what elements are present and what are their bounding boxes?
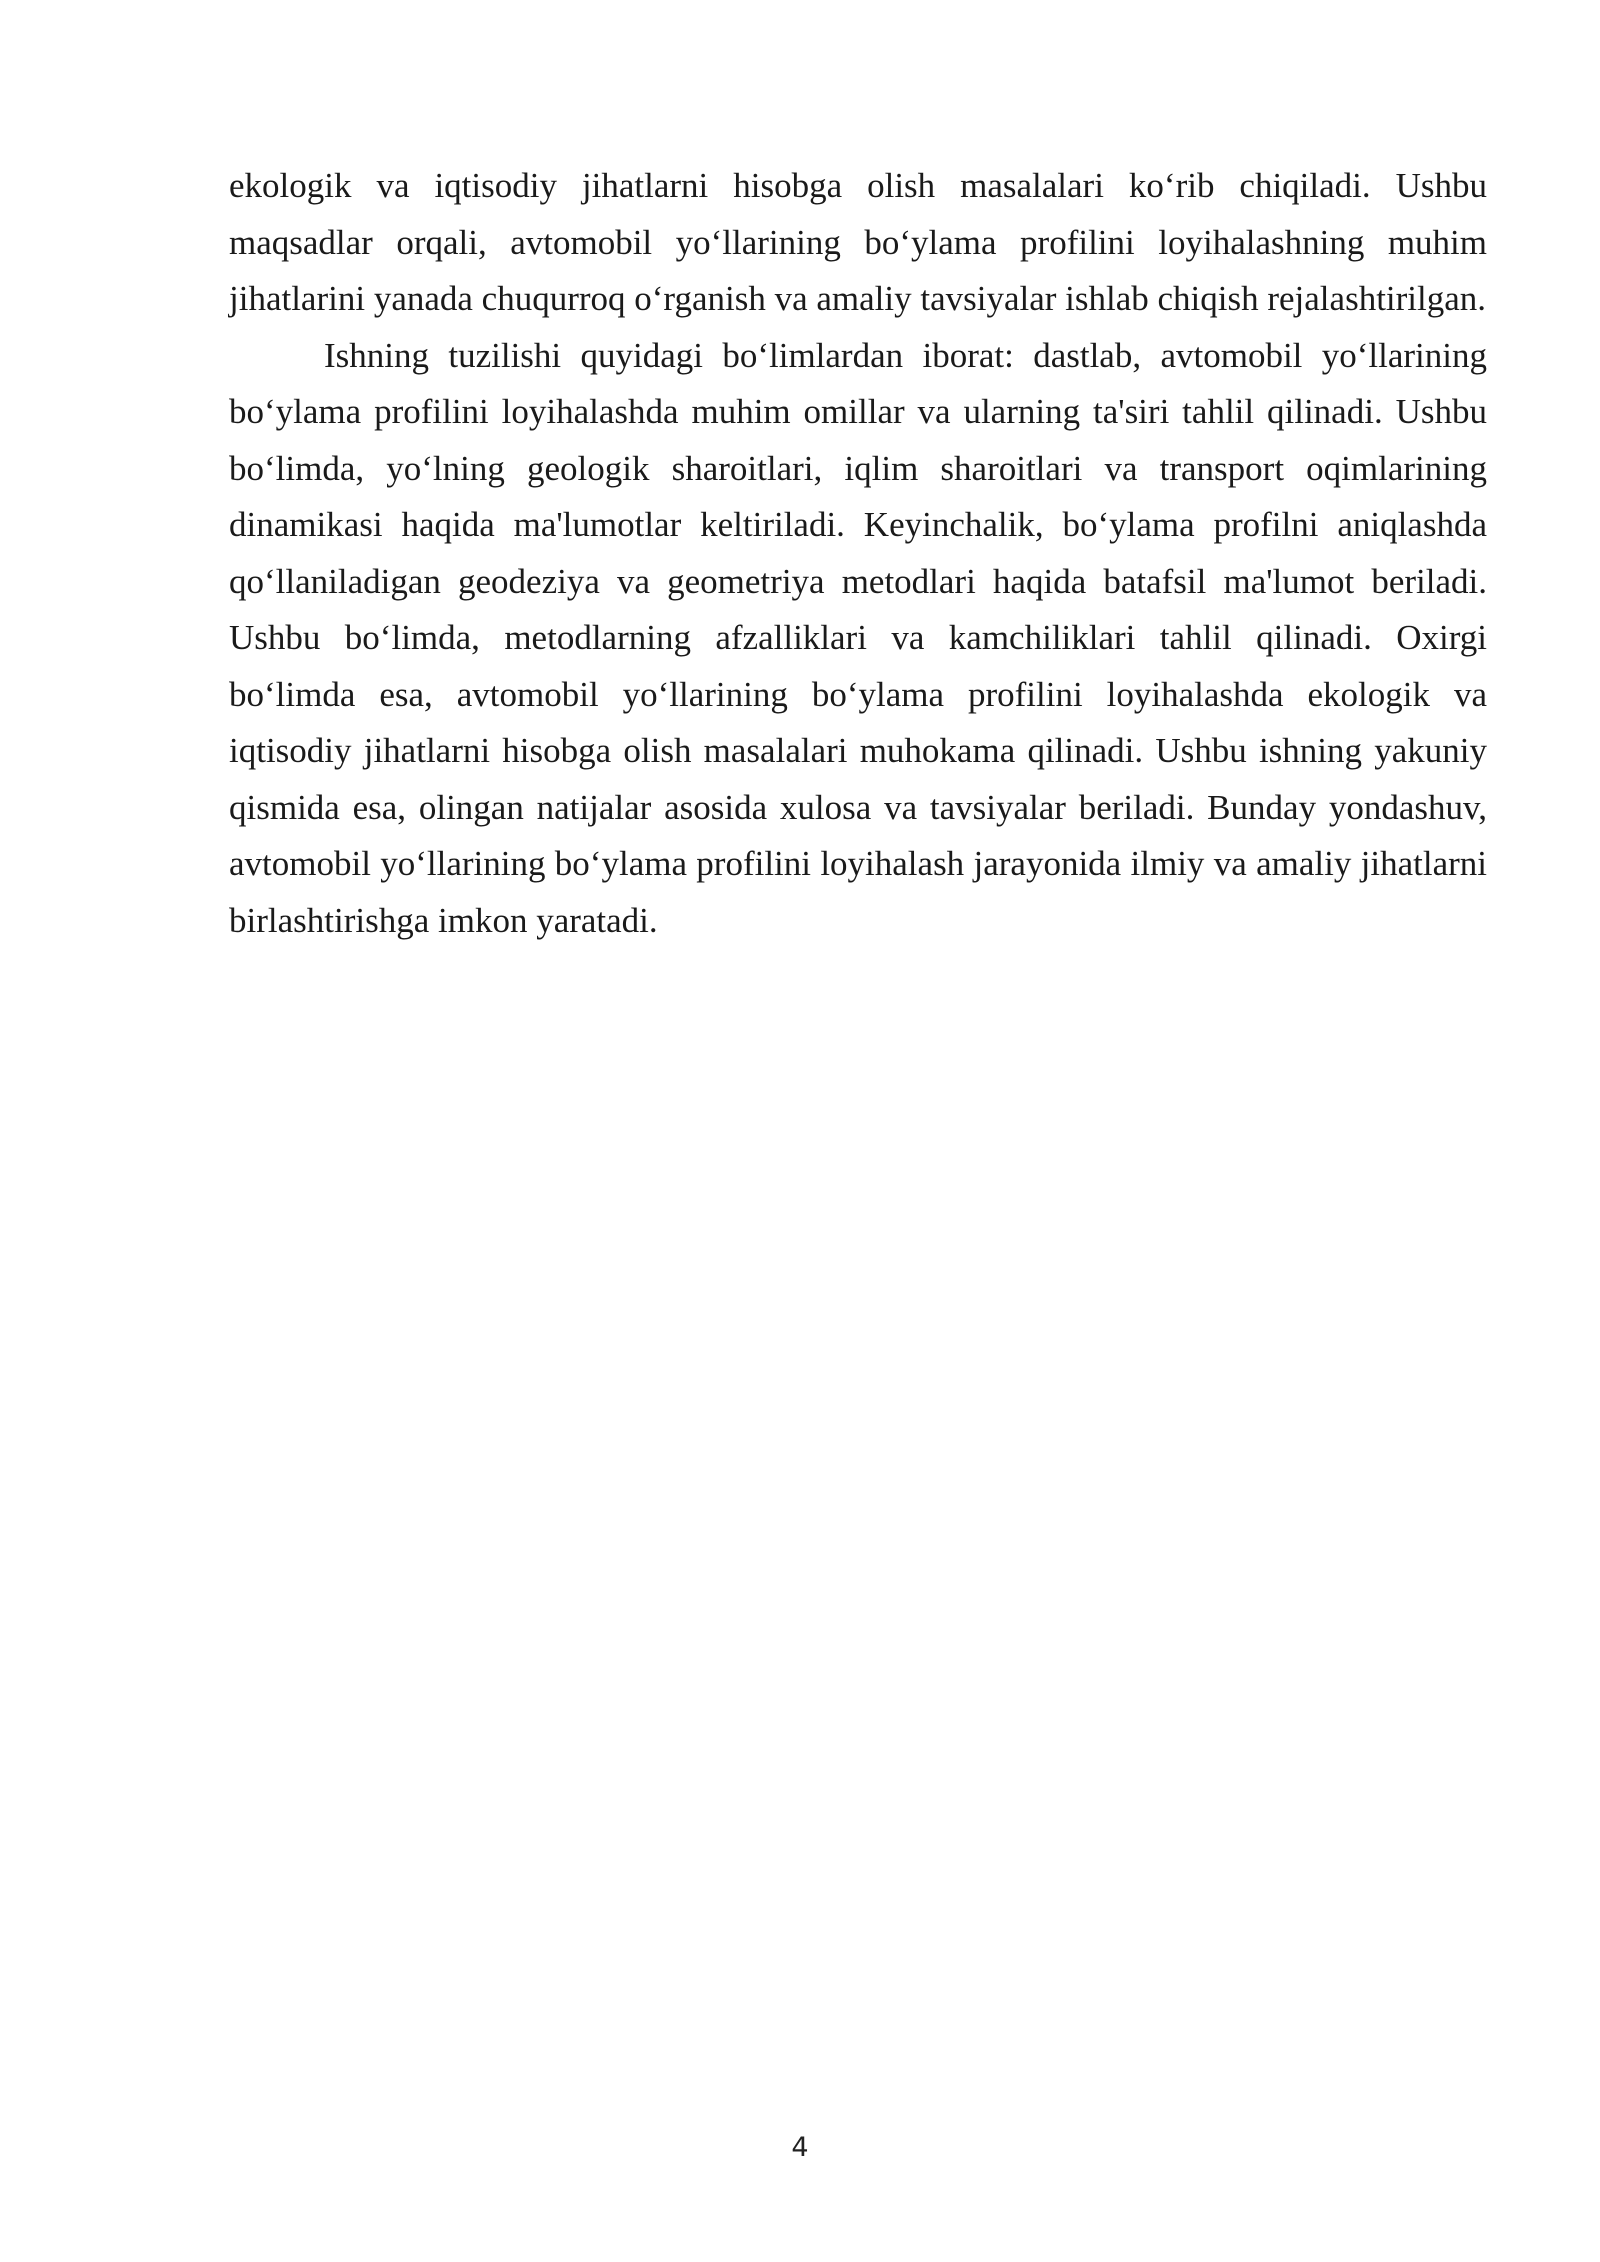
page-number: 4 [791, 2132, 809, 2163]
body-text [229, 158, 1487, 949]
paragraph-continuation: ekologik va iqtisodiy jihatlarni hisobga olish masalalari ko‘rib chiqiladi. Ushbu maqsadlar orqali, avtomobil yo‘llarining bo‘ylama profilini loyihalashning muhim jihatlarini yanada chuqurroq o‘rganish va amaliy tavsiyalar ishlab chiqish rejalashtirilgan. [229, 166, 1487, 318]
paragraph-structure: Ishning tuzilishi quyidagi bo‘limlardan iborat: dastlab, avtomobil yo‘llarining bo‘ylama profilini loyihalashda muhim omillar va ularning ta'siri tahlil qilinadi. Ushbu bo‘limda, yo‘lning geologik sharoitlari, iqlim sharoitlari va transport oqimlarining dinamikasi haqida ma'lumotlar keltiriladi. Keyinchalik, bo‘ylama profilni aniqlashda qo‘llaniladigan geodeziya va geometriya metodlari haqida batafsil ma'lumot beriladi. Ushbu bo‘limda, metodlarning afzalliklari va kamchiliklari tahlil qilinadi. Oxirgi bo‘limda esa, avtomobil yo‘llarining bo‘ylama profilini loyihalashda ekologik va iqtisodiy jihatlarni hisobga olish masalalari muhokama qilinadi. Ushbu ishning yakuniy qismida esa, olingan natijalar asosida xulosa va tavsiyalar beriladi. Bunday yondashuv, avtomobil yo‘llarining bo‘ylama profilini loyihalash jarayonida ilmiy va amaliy jihatlarni birlashtirishga imkon yaratadi. [229, 335, 1487, 940]
